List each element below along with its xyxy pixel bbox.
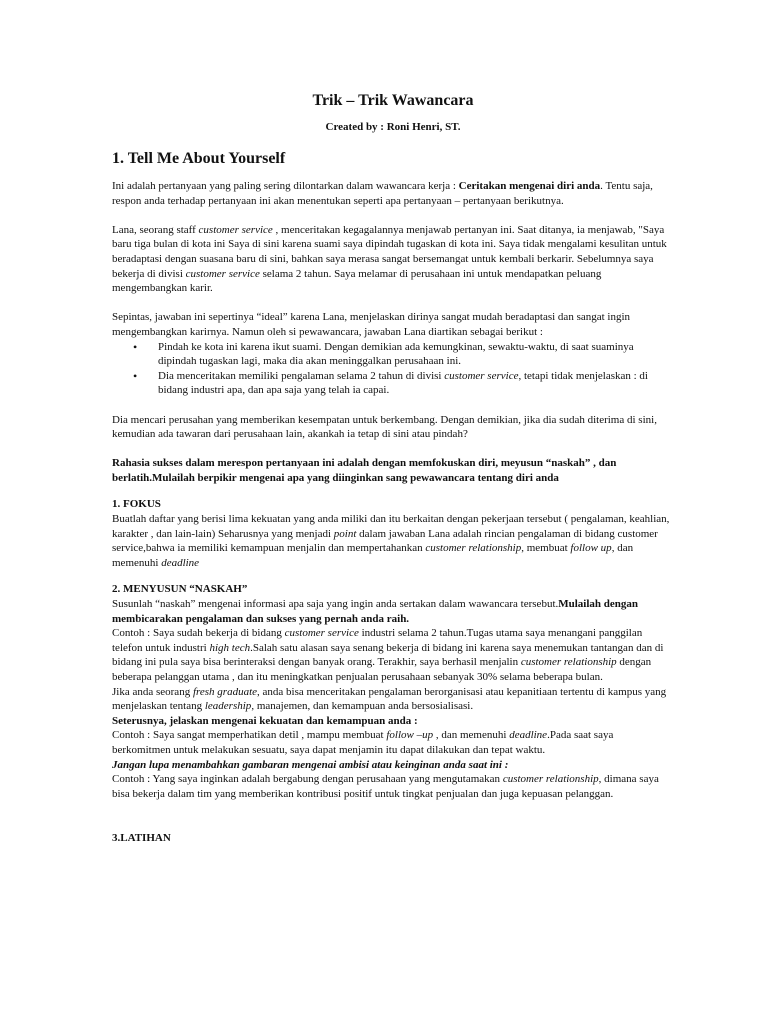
paragraph-naskah: Susunlah “naskah” mengenai informasi apa saja yang ingin anda sertakan dalam wawancara tersebut.Mulailah dengan membicarakan pengalaman dan sukses yang pernah anda raih.: [112, 598, 639, 625]
paragraph-secret: Rahasia sukses dalam merespon pertanyaan ini adalah dengan memfokuskan diri, meyusun “naskah” , dan berlatih.Mulailah berpikir mengenai apa yang diinginkan sang pewawancara tentang diri anda: [112, 457, 617, 484]
document-body: [112, 179, 674, 845]
paragraph-ambition: Jangan lupa menambahkan gambaran mengenai ambisi atau keinginan anda saat ini :: [112, 758, 509, 771]
paragraph-intro: Ini adalah pertanyaan yang paling sering dilontarkan dalam wawancara kerja : Ceritakan mengenai diri anda. Tentu saja, respon anda terhadap pertanyaan ini akan menentukan seperti apa pertanyaan – pertanyaan berikutnya.: [112, 180, 653, 207]
section-title-fokus: 1. FOKUS: [112, 498, 161, 511]
list-item: • Dia menceritakan memiliki pengalaman selama 2 tahun di divisi customer service, tetapi tidak menjelaskan : di bidang industri apa, dan apa saja yang telah ia capai.: [158, 369, 674, 398]
section-title-naskah: 2. MENYUSUN “NASKAH”: [112, 583, 248, 596]
document-author: Created by : Roni Henri, ST.: [325, 121, 461, 133]
paragraph-example-2: Contoh : Saya sangat memperhatikan detil , mampu membuat follow –up , dan memenuhi deadline.Pada saat saya berkomitmen untuk melakukan sesuatu, saya dapat menjamin itu dapat dilakukan dan tepat waktu.: [112, 729, 614, 756]
paragraph-lana: Lana, seorang staff customer service , menceritakan kegagalannya menjawab pertanyan ini. Saat ditanya, ia menjawab, "Saya baru tiga bulan di kota ini Saya di sini karena suami saya dipindah tugaskan di kota ini. Saya tidak mengalami kesulitan untuk beradaptasi dengan suasana baru di sini, bahkan saya merasa sangat bersemangat untuk kembali berkarir. Sebelumnya saya bekerja di divisi customer service selama 2 tahun. Saya melamar di perusahaan ini untuk mendapatkan peluang mengembangkan karir.: [112, 223, 667, 295]
section-title-latihan: 3.LATIHAN: [112, 831, 171, 844]
paragraph-fresh-graduate: Jika anda seorang fresh graduate, anda bisa menceritakan pengalaman berorganisasi atau kepanitiaan tertentu di kampus yang menjelaskan tentang leadership, manajemen, dan kemampuan anda bersosialisasi.: [112, 685, 667, 713]
paragraph-fokus: Buatlah daftar yang berisi lima kekuatan yang anda miliki dan itu berkaitan dengan pekerjaan tersebut ( pengalaman, keahlian, karakter , dan lain-lain) Seharusnya yang menjadi point dalam jawaban Lana adalah rincian pengalaman di bidang customer service,bahwa ia memiliki kemampuan menjalin dan mempertahankan customer relationship, membuat follow up, dan memenuhi deadline: [112, 513, 670, 569]
list-item: • Pindah ke kota ini karena ikut suami. Dengan demikian ada kemungkinan, sewaktu-waktu, di saat suaminya dipindah tugaskan lagi, maka dia akan meninggalkan perusahaan ini.: [158, 340, 674, 369]
section-heading: 1. Tell Me About Yourself: [112, 150, 286, 167]
bullet-list: [112, 340, 674, 398]
paragraph-interpretation: Sepintas, jawaban ini sepertinya “ideal” karena Lana, menjelaskan dirinya sangat mudah beradaptasi dan sangat ingin mengembangkan karirnya. Namun oleh si pewawancara, jawaban Lana diartikan sebagai berikut :: [112, 311, 631, 338]
paragraph-example-3: Contoh : Yang saya inginkan adalah bergabung dengan perusahaan yang mengutamakan customer relationship, dimana saya bisa bekerja dalam tim yang memberikan kontribusi positif untuk tingkat penjualan dan juga kepuasan pelanggan.: [112, 773, 659, 800]
document-title: Trik – Trik Wawancara: [312, 92, 474, 109]
paragraph-strengths: Seterusnya, jelaskan mengenai kekuatan dan kemampuan anda :: [112, 714, 418, 727]
paragraph-example-1: Contoh : Saya sudah bekerja di bidang customer service industri selama 2 tahun.Tugas utama saya menangani panggilan telefon untuk industri high tech.Salah satu alasan saya senang bekerja di bidang ini karena saya menemukan tantangan dan di bidang ini pula saya bisa berinteraksi dengan banyak orang. Terakhir, saya berhasil menjalin customer relationship dengan beberapa pelanggan utama , dan itu meningkatkan penjualan perusahaan sebanyak 30% selama beberapa bulan.: [112, 627, 664, 683]
paragraph-opportunity: Dia mencari perusahan yang memberikan kesempatan untuk berkembang. Dengan demikian, jika dia sudah diterima di sini, kemudian ada tawaran dari perusahaan lain, akankah ia tetap di sini atau pindah?: [112, 413, 657, 441]
